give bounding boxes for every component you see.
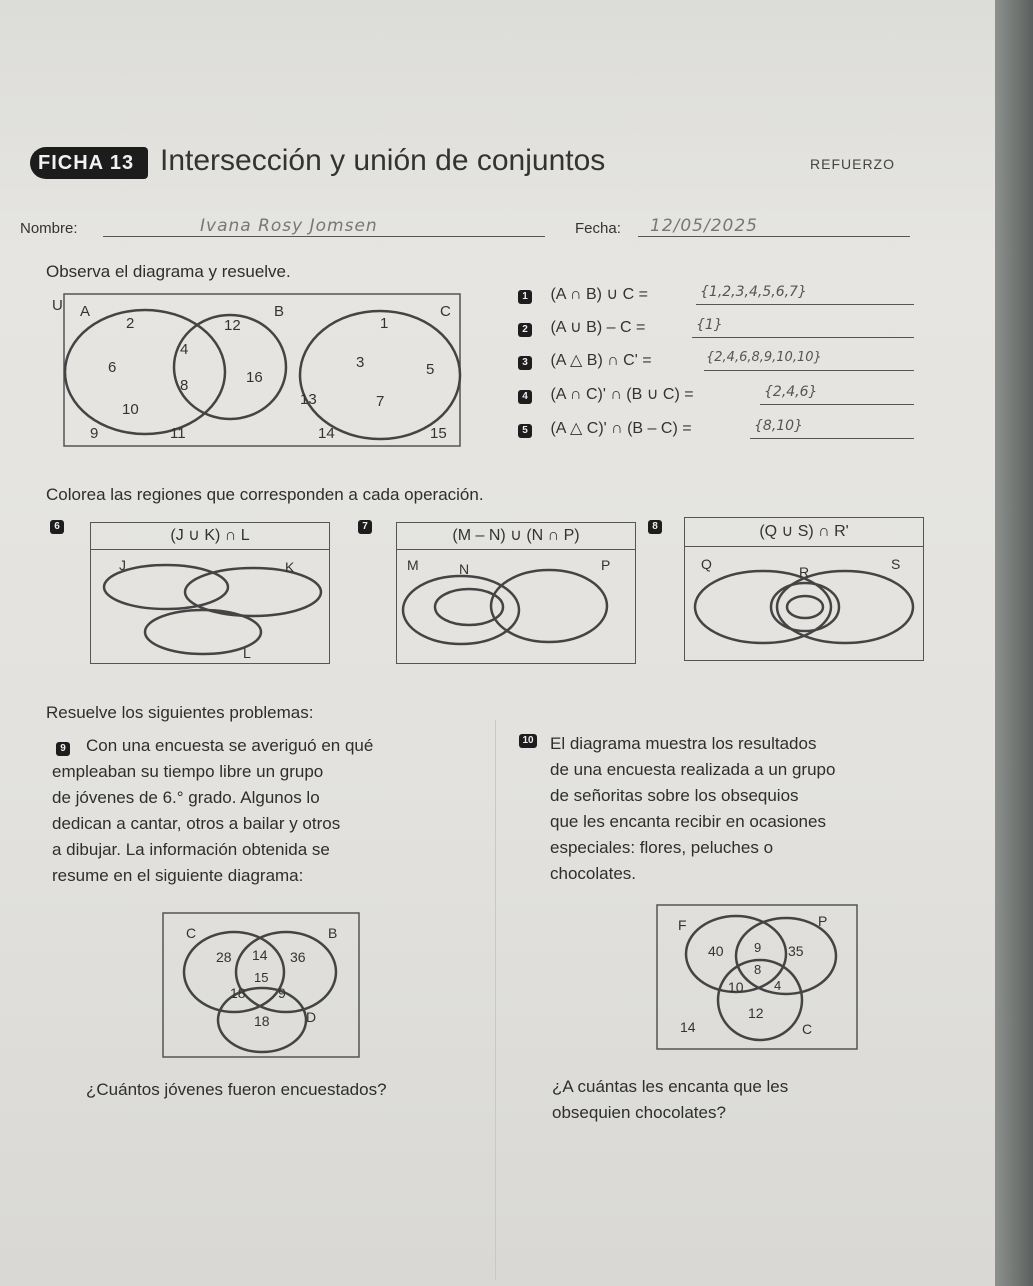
svg-text:18: 18 [230, 985, 246, 1001]
venn-diagram-problem9 [162, 912, 362, 1060]
box8-diagram [685, 547, 923, 661]
photo-right-edge [995, 0, 1033, 1286]
svg-text:S: S [891, 556, 901, 572]
box6-number: 6 [50, 520, 64, 534]
date-field[interactable]: 12/05/2025 [650, 216, 758, 236]
svg-text:9: 9 [278, 985, 286, 1001]
svg-text:F: F [678, 917, 687, 933]
svg-text:6: 6 [108, 359, 117, 376]
svg-text:L: L [243, 645, 251, 661]
problem9-question: ¿Cuántos jóvenes fueron encuestados? [86, 1080, 387, 1099]
label-u: U [52, 297, 63, 314]
label-b: B [274, 303, 285, 320]
svg-text:4: 4 [774, 978, 782, 993]
label-a: A [80, 303, 91, 320]
svg-text:2: 2 [126, 315, 135, 332]
problem9-text: Con una encuesta se averiguó en qué empleaban su tiempo libre un grupo de jóvenes de 6.° grado. Algunos lo dedican a cantar, otros a bailar y otros a dibujar. La información obtenida se resume en el siguiente diagrama: [52, 736, 374, 885]
column-divider [495, 720, 496, 1280]
operation-5: 5 (A △ C)' ∩ (B – C) = [518, 418, 692, 438]
box8-number: 8 [648, 520, 662, 534]
svg-text:J: J [119, 557, 126, 573]
box7-number: 7 [358, 520, 372, 534]
svg-text:Q: Q [701, 556, 712, 572]
svg-text:P: P [601, 557, 611, 573]
operation-3: 3 (A △ B) ∩ C' = [518, 350, 652, 370]
ficha-badge-text: FICHA 13 [38, 152, 135, 174]
svg-text:18: 18 [254, 1013, 270, 1029]
problem10-text: El diagrama muestra los resultados de una encuesta realizada a un grupo de señoritas sobre los obsequios que les encanta recibir en ocasiones especiales: flores, peluches o chocolates. [550, 734, 836, 883]
box7-expression: (M – N) ∪ (N ∩ P) [397, 523, 635, 550]
svg-text:M: M [407, 557, 419, 573]
venn-box-8[interactable] [684, 517, 924, 661]
operation-4: 4 (A ∩ C)' ∩ (B ∪ C) = [518, 384, 694, 404]
svg-text:13: 13 [300, 391, 317, 408]
name-line [103, 236, 545, 237]
venn-diagram-problem10 [656, 904, 860, 1052]
name-field[interactable]: Ivana Rosy Jomsen [200, 216, 378, 236]
venn-box-7[interactable] [396, 522, 636, 664]
problem10-number: 10 [519, 734, 537, 748]
svg-text:8: 8 [180, 377, 189, 394]
svg-text:8: 8 [754, 962, 762, 977]
date-line [638, 236, 910, 237]
svg-text:11: 11 [170, 425, 186, 442]
name-label: Nombre: [20, 220, 78, 237]
svg-text:14: 14 [318, 425, 335, 442]
svg-text:16: 16 [246, 369, 263, 386]
svg-text:40: 40 [708, 943, 724, 959]
box8-expression: (Q ∪ S) ∩ R' [685, 518, 923, 547]
problem10-question: ¿A cuántas les encanta que les obsequien chocolates? [552, 1077, 789, 1122]
svg-text:28: 28 [216, 949, 232, 965]
box6-expression: (J ∪ K) ∩ L [91, 523, 329, 550]
svg-text:12: 12 [224, 317, 241, 334]
svg-text:9: 9 [754, 940, 762, 955]
svg-text:12: 12 [748, 1005, 764, 1021]
venn-box-6[interactable] [90, 522, 330, 664]
svg-text:C: C [802, 1021, 813, 1037]
box6-diagram [91, 550, 329, 664]
operation-1: 1 (A ∩ B) ∪ C = [518, 284, 648, 304]
refuerzo-tag: REFUERZO [810, 156, 895, 172]
svg-text:D: D [306, 1009, 317, 1025]
svg-text:35: 35 [788, 943, 804, 959]
section2-instruction: Colorea las regiones que corresponden a cada operación. [46, 485, 484, 504]
svg-text:14: 14 [252, 947, 268, 963]
svg-text:15: 15 [430, 425, 447, 442]
set-a-circle [65, 310, 225, 434]
svg-text:10: 10 [728, 979, 744, 995]
svg-text:C: C [186, 925, 197, 941]
section1-instruction: Observa el diagrama y resuelve. [46, 262, 291, 281]
answer-4[interactable]: {2,4,6} [764, 384, 818, 400]
answer-5[interactable]: {8,10} [754, 418, 803, 434]
svg-text:3: 3 [356, 354, 365, 371]
answer-1[interactable]: {1,2,3,4,5,6,7} [700, 284, 807, 300]
svg-text:10: 10 [122, 401, 139, 418]
svg-text:4: 4 [180, 341, 189, 358]
svg-text:N: N [459, 561, 470, 577]
svg-text:36: 36 [290, 949, 306, 965]
page-title: Intersección y unión de conjuntos [160, 144, 606, 177]
svg-text:5: 5 [426, 361, 435, 378]
date-label: Fecha: [575, 220, 621, 237]
problem9-number: 9 [56, 742, 70, 756]
svg-text:9: 9 [90, 425, 99, 442]
section3-instruction: Resuelve los siguientes problemas: [46, 703, 314, 722]
answer-3[interactable]: {2,4,6,8,9,10,10} [706, 350, 822, 365]
svg-text:1: 1 [380, 315, 389, 332]
svg-text:R: R [799, 564, 810, 580]
label-c: C [440, 303, 451, 320]
svg-text:B: B [328, 925, 338, 941]
box7-diagram [397, 550, 635, 664]
svg-text:K: K [285, 559, 295, 575]
svg-text:14: 14 [680, 1019, 696, 1035]
venn-diagram-abc [50, 292, 466, 452]
operation-2: 2 (A ∪ B) – C = [518, 317, 645, 337]
svg-text:P: P [818, 913, 828, 929]
svg-text:7: 7 [376, 393, 385, 410]
svg-text:15: 15 [254, 970, 269, 985]
answer-2[interactable]: {1} [696, 317, 723, 333]
